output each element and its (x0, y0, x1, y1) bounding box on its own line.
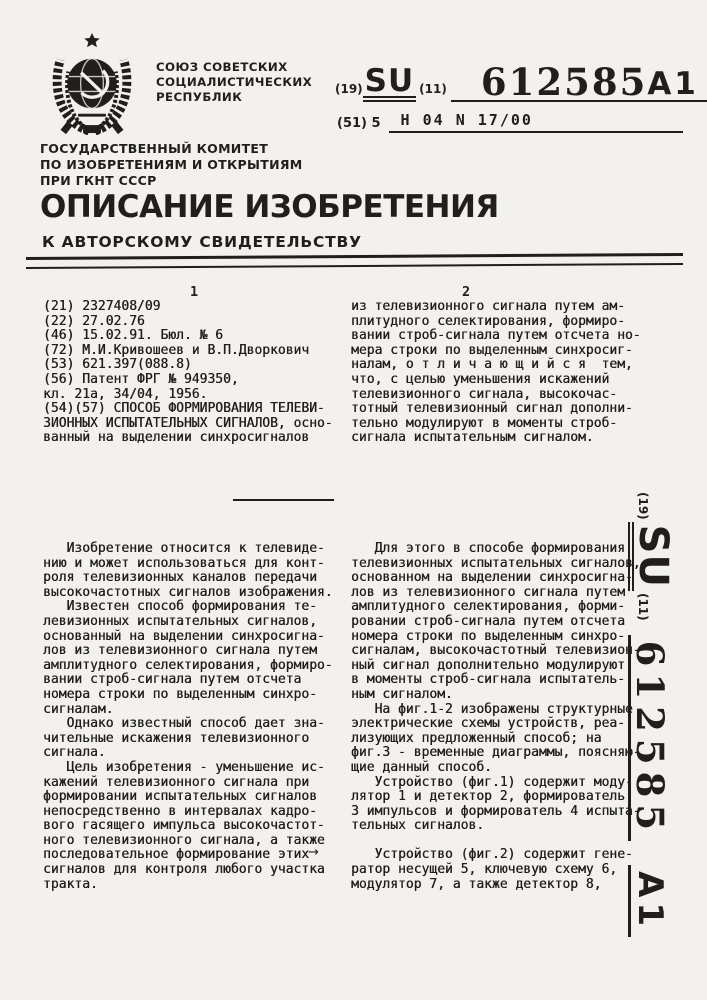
code51-label: (51) 5 (337, 116, 381, 131)
code11-label: (11) (419, 82, 447, 96)
column-2-number: 2 (462, 284, 471, 300)
column-1-number: 1 (190, 284, 199, 300)
description-left-column: Изобретение относится к телевиде- нию и может использоваться для конт- роля телевизионных каналов передачи высокочастотных сигналов изображения. Известен способ формирования те- левизионных испытательных сигналов, основанный на выделении синхросигна- лов из телевизионного сигнала путем амплитудного селектирования, формиро- вании строб-сигнала путем отсчета номера строки по выделенным синхро- сигналам. Однако известный способ дает зна- чительные искажения телевизионного сигнала. Цель изобретения - уменьшение ис- кажений телевизионного сигнала при формировании испытательных сигналов непосредственно в интервалах кадро- вого гасящего импульса высокочастот- ного телевизионного сигнала, а также последовательное формирование этих сигналов для контроля любого участка тракта. (43, 541, 333, 892)
committee-name: ГОСУДАРСТВЕННЫЙ КОМИТЕТ ПО ИЗОБРЕТЕНИЯМ И ОТКРЫТИЯМ ПРИ ГКНТ СССР (40, 141, 303, 189)
page-title: ОПИСАНИЕ ИЗОБРЕТЕНИЯ (40, 189, 499, 225)
country-code: SU (363, 67, 417, 102)
code19-label: (19) (335, 82, 363, 96)
document-id-header (335, 56, 699, 104)
page-subtitle: К АВТОРСКОМУ СВИДЕТЕЛЬСТВУ (42, 233, 362, 251)
doc-number: 612585 (480, 59, 648, 104)
kind-code: A1 (647, 65, 699, 102)
sidebar-country-code: SU (628, 522, 671, 591)
sidebar-code19-label: (19) (636, 492, 650, 520)
ipc-row (337, 110, 683, 133)
description-right-column: Для этого в способе формирования телевизионных испытательных сигналов, основанном на выделении синхросигна- лов из телевизионного сигнала путем амплитудного селектирования, форми- ровании строб-сигнала путем отсчета номера строки по выделенным синхро- сигналам, высокочастотный телевизион- ный сигнал дополнительно модулируют в моменты строб-сигнала испытатель- ным сигналом. На фиг.1-2 изображены структурные электрические схемы устройств, реа- лизующих предложенный способ; на фиг.3 - временные диаграммы, поясняю- щие данный способ. Устройство (фиг.1) содержит моду- лятор 1 и детектор 2, формирователь 3 импульсов и формирователь 4 испыта- тельных сигналов. Устройство (фиг.2) содержит гене- ратор несущей 5, ключевую схему 6, модулятор 7, а также детектор 8, (351, 541, 641, 892)
biblio-text: (21) 2327408/09 (22) 27.02.76 (46) 15.02.91. Бюл. № 6 (72) М.И.Кривошеев и В.П.Дворкович (53) 621.397(088.8) (56) Патент ФРГ № 949350, кл. 21а, 34/04, 1956. (54)(57) СПОСОБ ФОРМИРОВАНИЯ ТЕЛЕВИ- ЗИОННЫХ ИСПЫТАТЕЛЬНЫХ СИГНАЛОВ, осно- ванный на выделении синхросигналов (43, 299, 333, 446)
ipc-class: H 04 N 17/00 (400, 111, 533, 129)
abstract-text: из телевизионного сигнала путем ам- плитудного селектирования, формиро- вании строб-сигнала путем отсчета но- мера строки по выделенным синхросиг- налам, о т л и ч а ю щ и й с я тем, что, с целью уменьшения искажений телевизионного сигнала, высокочас- тотный телевизионный сигнал дополни- тельно модулируют в моменты строб- сигнала испытательным сигналом. (351, 299, 641, 446)
section-divider (233, 499, 334, 501)
sidebar-doc-id (628, 492, 676, 932)
ipc-underline (389, 110, 683, 133)
doc-number-underline (451, 59, 707, 104)
margin-arrow-mark: → (308, 845, 319, 860)
header-rule (26, 253, 683, 269)
ussr-emblem-icon (47, 32, 137, 135)
union-name: СОЮЗ СОВЕТСКИХ СОЦИАЛИСТИЧЕСКИХ РЕСПУБЛИК (156, 60, 313, 104)
sidebar-code11-label: (11) (636, 592, 650, 621)
sidebar-kind-code: A1 (628, 865, 665, 937)
sidebar-doc-number: 612585 (628, 635, 666, 841)
